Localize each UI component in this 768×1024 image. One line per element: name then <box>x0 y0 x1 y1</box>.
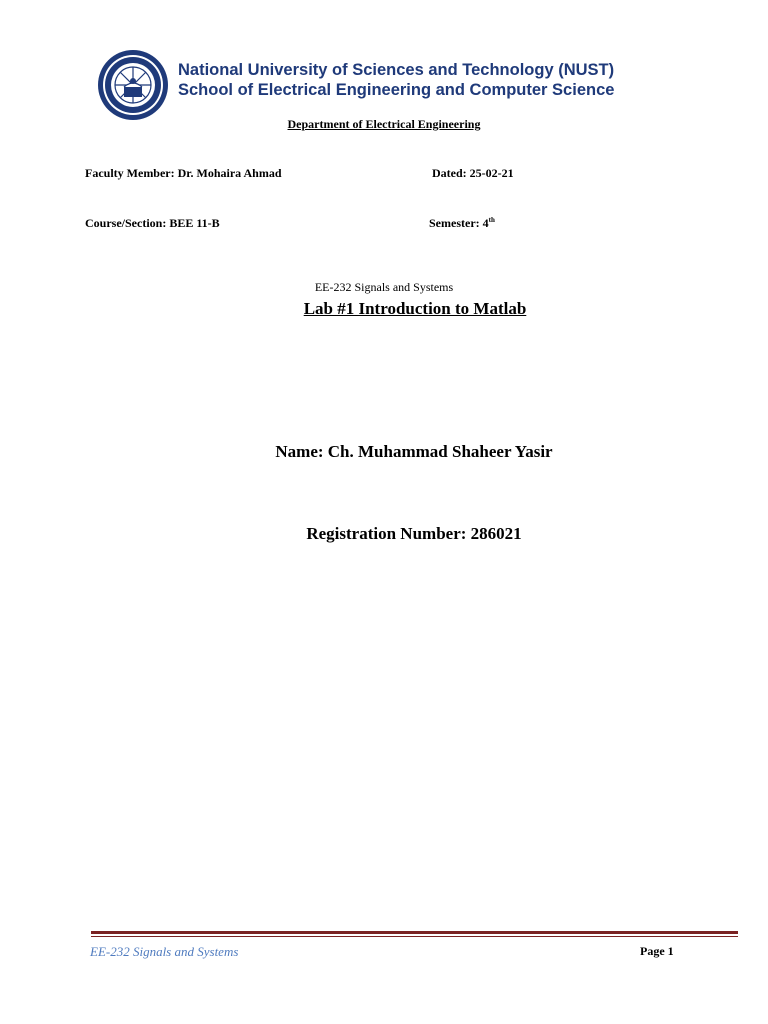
semester-suffix: th <box>488 216 495 224</box>
faculty-member: Faculty Member: Dr. Mohaira Ahmad <box>85 166 282 180</box>
semester <box>429 216 495 231</box>
department-title: Department of Electrical Engineering <box>287 117 481 131</box>
semester-value: Semester: 4 <box>429 216 489 230</box>
lab-title: Lab #1 Introduction to Matlab <box>303 299 527 318</box>
dated: Dated: 25-02-21 <box>432 166 514 180</box>
letterhead <box>178 60 614 100</box>
page-number: Page 1 <box>640 944 674 958</box>
footer-course: EE-232 Signals and Systems <box>90 944 239 959</box>
footer-rule-thin <box>91 936 738 937</box>
university-name: National University of Sciences and Technology (NUST) <box>178 61 615 79</box>
footer-rule <box>91 931 738 934</box>
nust-seal-icon <box>97 49 169 121</box>
course-title: EE-232 Signals and Systems <box>314 280 454 294</box>
course-section: Course/Section: BEE 11-B <box>85 216 220 230</box>
student-name: Name: Ch. Muhammad Shaheer Yasir <box>275 442 553 461</box>
registration-number: Registration Number: 286021 <box>306 524 522 543</box>
school-name: School of Electrical Engineering and Computer Science <box>178 81 615 99</box>
